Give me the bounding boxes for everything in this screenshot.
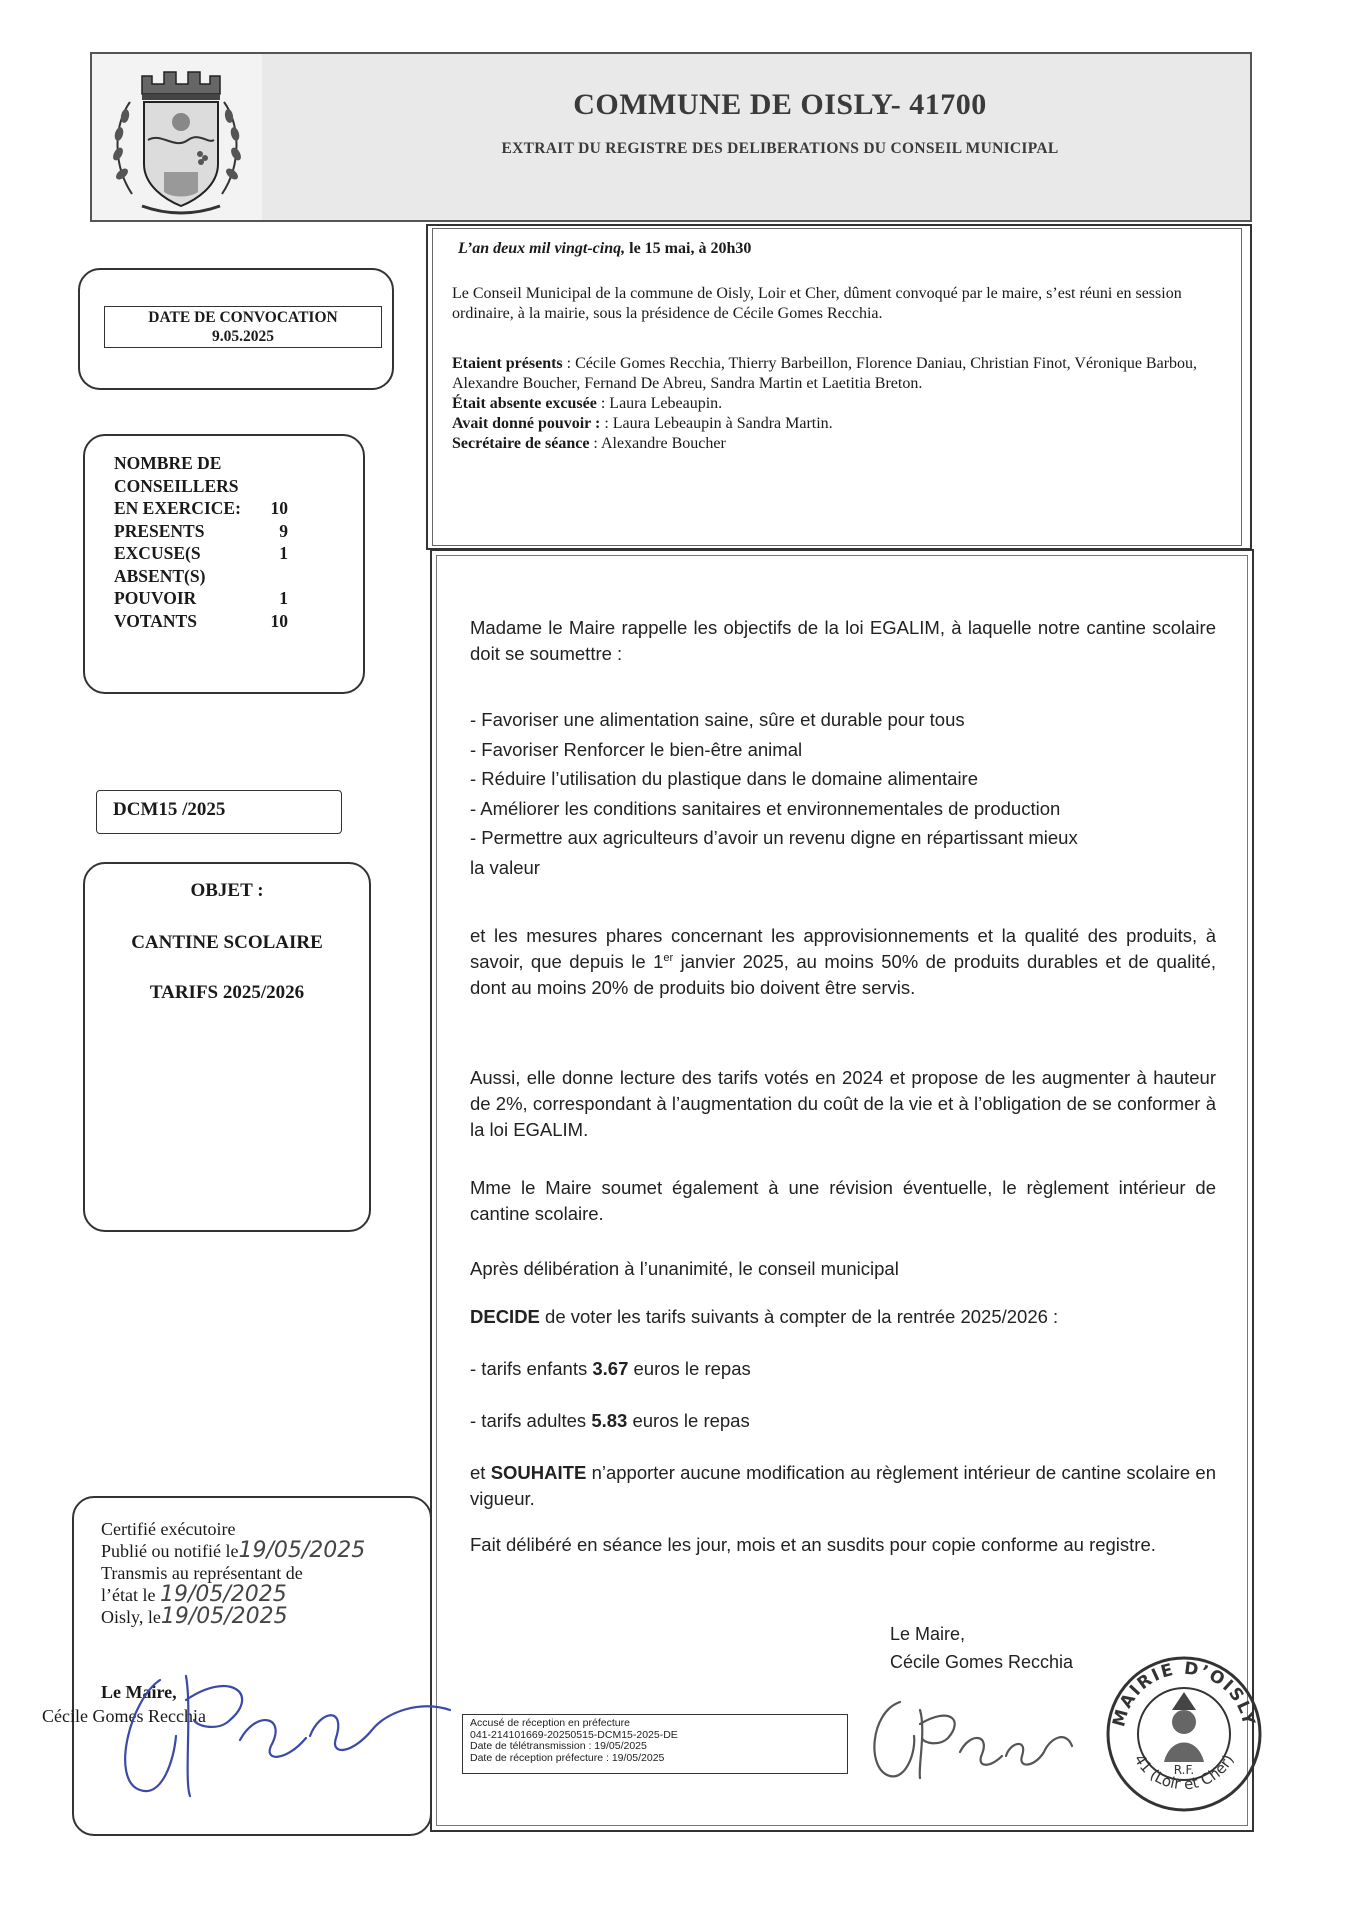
count-value: 1 — [279, 543, 288, 563]
list-item: - Permettre aux agriculteurs d’avoir un revenu digne en répartissant mieux — [470, 827, 1078, 848]
body-revision: Mme le Maire soumet également à une révision éventuelle, le règlement intérieur de cantine scolaire. — [470, 1177, 1216, 1224]
present-names: : Cécile Gomes Recchia, Thierry Barbeillon, Florence Daniau, Christian Finot, Véronique Barbou, Alexandre Boucher, Fernand De Abreu, Sandra Martin et Laetitia Breton. — [452, 355, 1198, 392]
secretaire-name: : Alexandre Boucher — [589, 435, 726, 452]
mesures-sup: er — [663, 951, 674, 964]
body-decide — [470, 1304, 1216, 1330]
stamp-bottom-text: 41 (Loir et Cher) — [1130, 1751, 1238, 1794]
page-subtitle: EXTRAIT DU REGISTRE DES DELIBERATIONS DU CONSEIL MUNICIPAL — [501, 140, 1059, 157]
mesures-text-b: janvier 2025, au moins 50% de produits durables et de qualité, dont au moins 20% de produits bio doivent être servis. — [470, 951, 1216, 998]
egalim-objectives-list — [470, 705, 1230, 882]
counts-row — [114, 497, 288, 520]
list-item: la valeur — [470, 856, 540, 878]
receipt-line: Accusé de réception en préfecture — [470, 1717, 630, 1729]
tarif-enfants-label: - tarifs enfants — [470, 1358, 593, 1379]
list-item: - Réduire l’utilisation du plastique dans le domaine alimentaire — [470, 768, 979, 789]
oisly-handwritten-date: 19/05/2025 — [160, 1604, 288, 1629]
meeting-intro: Le Conseil Municipal de la commune de Oisly, Loir et Cher, dûment convoqué par le maire, s’est réuni en session ordinaire, à la mairie, sous la présidence de Cécile Gomes Recchia. — [452, 285, 1182, 322]
list-item: - Améliorer les conditions sanitaires et environnementales de production — [470, 797, 1061, 819]
meeting-date-italic: L’an deux mil vingt-cinq, — [458, 240, 626, 257]
body-mesures — [470, 923, 1216, 1001]
tarif-adultes — [470, 1408, 1216, 1434]
count-label: EXCUSE(S — [114, 543, 201, 563]
counts-row — [114, 610, 288, 633]
receipt-line: Date de réception préfecture : 19/05/2025 — [470, 1751, 665, 1764]
count-value: 9 — [279, 520, 288, 541]
published-handwritten-date: 19/05/2025 — [238, 1538, 366, 1563]
commune-coat-of-arms — [92, 54, 262, 220]
convocation-date: 9.05.2025 — [212, 328, 274, 345]
attendees-pouvoir — [452, 414, 1232, 434]
prefecture-receipt-box — [462, 1714, 848, 1774]
count-value — [266, 565, 288, 588]
meeting-date — [458, 240, 751, 258]
count-value: 10 — [270, 498, 288, 518]
certificate-transmis-label: l’état le — [101, 1585, 156, 1605]
tarif-enfants-value: 3.67 — [592, 1358, 629, 1379]
mayor-signature-block — [890, 1620, 1073, 1676]
counts-heading-1: NOMBRE DE — [114, 453, 222, 473]
body-souhaite — [470, 1460, 1216, 1512]
objet-line-2: TARIFS 2025/2026 — [149, 982, 305, 1003]
certificate-line — [101, 1540, 365, 1562]
town-hall-stamp — [1102, 1652, 1266, 1816]
decide-text: de voter les tarifs suivants à compter de la rentrée 2025/2026 : — [539, 1306, 1059, 1327]
attendees-secretaire — [452, 434, 1232, 454]
mesures-text-a: et les mesures phares concernant les approvisionnements et la qualité des produits, à savoir, que depuis le 1 — [470, 925, 1216, 972]
tarif-adultes-label: - tarifs adultes — [470, 1410, 592, 1431]
certificate-text — [101, 1518, 365, 1628]
body-deliberation: Après délibération à l’unanimité, le conseil municipal — [470, 1258, 899, 1279]
header-banner — [90, 52, 1252, 222]
certificate-mayor-name: Cécile Gomes Recchia — [42, 1706, 206, 1726]
tarif-enfants-unit: euros le repas — [628, 1358, 751, 1379]
certificate-line: Transmis au représentant de — [101, 1563, 303, 1583]
present-label: Etaient présents — [452, 355, 563, 372]
decide-label: DECIDE — [470, 1306, 540, 1327]
body-aussi: Aussi, elle donne lecture des tarifs votés en 2024 et propose de les augmenter à hauteur de 2%, correspondant à l’augmentation du coût de la vie et à l’obligation de se conformer à la loi EGALIM. — [470, 1067, 1216, 1140]
counts-row — [114, 565, 288, 588]
certificate-line — [101, 1584, 365, 1606]
tarif-adultes-value: 5.83 — [591, 1410, 628, 1431]
list-item: - Favoriser Renforcer le bien-être animal — [470, 738, 803, 760]
certificate-handwritten-signature — [90, 1640, 470, 1810]
tarif-adultes-unit: euros le repas — [627, 1410, 750, 1431]
tarif-enfants — [470, 1356, 1216, 1382]
count-label: VOTANTS — [114, 610, 197, 631]
souhaite-text: n’apporter aucune modification au règlement intérieur de cantine scolaire en vigueur. — [470, 1462, 1216, 1509]
certificate-line: Certifié exécutoire — [101, 1519, 236, 1539]
list-item: - Favoriser une alimentation saine, sûre et durable pour tous — [470, 709, 965, 730]
souhaite-prefix: et — [470, 1462, 491, 1483]
counts-row — [114, 587, 288, 610]
convocation-label: DATE DE CONVOCATION — [148, 309, 338, 326]
certificate-line — [101, 1606, 365, 1628]
count-label: POUVOIR — [114, 588, 197, 608]
mayor-handwritten-signature — [860, 1672, 1100, 1792]
stamp-rf: R.F. — [1173, 1763, 1195, 1777]
count-value: 10 — [270, 610, 288, 631]
counts-row — [114, 520, 288, 543]
counts-table — [114, 497, 288, 632]
count-label: EN EXERCICE: — [114, 498, 241, 518]
count-label: ABSENT(S) — [114, 565, 206, 586]
coat-of-arms-icon — [92, 54, 262, 220]
secretaire-label: Secrétaire de séance — [452, 435, 590, 452]
certificate-mayor-label: Le Maire, — [101, 1682, 177, 1702]
receipt-line: 041-214101669-20250515-DCM15-2025-DE — [470, 1728, 678, 1741]
counts-row — [114, 542, 288, 565]
body-intro: Madame le Maire rappelle les objectifs de la loi EGALIM, à laquelle notre cantine scolaire doit se soumettre : — [470, 617, 1216, 664]
objet-line-1: CANTINE SCOLAIRE — [131, 932, 323, 953]
convocation-date-box — [104, 306, 382, 348]
transmis-handwritten-date: 19/05/2025 — [159, 1582, 287, 1607]
deliberation-reference: DCM15 /2025 — [96, 790, 342, 834]
count-value: 1 — [279, 588, 288, 608]
councillor-counts — [114, 452, 288, 632]
souhaite-label: SOUHAITE — [490, 1462, 587, 1483]
mayor-label: Le Maire, — [890, 1624, 966, 1644]
absent-label: Était absente excusée — [452, 395, 597, 412]
page-title: COMMUNE DE OISLY- 41700 — [573, 88, 987, 121]
count-label: PRESENTS — [114, 520, 205, 541]
receipt-line: Date de télétransmission : 19/05/2025 — [470, 1740, 647, 1752]
mayor-name: Cécile Gomes Recchia — [890, 1652, 1074, 1672]
certificate-oisly-label: Oisly, le — [101, 1607, 161, 1627]
meeting-date-rest: le 15 mai, à 20h30 — [625, 240, 752, 257]
attendees-absent — [452, 394, 1232, 414]
certificate-published-label: Publié ou notifié le — [101, 1541, 239, 1561]
objet-label: OBJET : — [190, 880, 264, 901]
pouvoir-label: Avait donné pouvoir : — [452, 415, 601, 432]
absent-names: : Laura Lebeaupin. — [596, 395, 723, 412]
body-fait: Fait délibéré en séance les jour, mois et an susdits pour copie conforme au registre. — [470, 1534, 1156, 1555]
counts-heading-2: CONSEILLERS — [114, 475, 239, 496]
pouvoir-names: : Laura Lebeaupin à Sandra Martin. — [600, 415, 833, 432]
attendees-block — [452, 354, 1232, 454]
objet-box — [83, 862, 371, 1232]
attendees-present — [452, 354, 1232, 394]
stamp-top-text: MAIRIE D’OISLY — [1109, 1658, 1259, 1729]
